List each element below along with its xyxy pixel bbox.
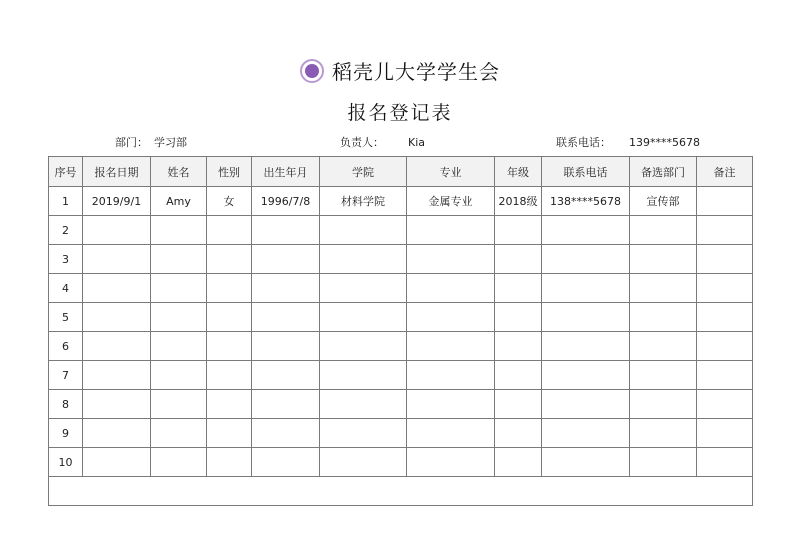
table-cell[interactable]: [151, 274, 207, 303]
table-cell[interactable]: [630, 390, 697, 419]
table-cell[interactable]: [207, 361, 252, 390]
table-cell[interactable]: [495, 448, 542, 477]
table-cell[interactable]: [252, 361, 320, 390]
row-number-cell: 4: [49, 274, 83, 303]
table-cell[interactable]: 金属专业: [407, 187, 495, 216]
table-cell[interactable]: [495, 216, 542, 245]
table-cell[interactable]: [542, 216, 630, 245]
table-cell[interactable]: [207, 216, 252, 245]
table-cell[interactable]: [630, 274, 697, 303]
table-cell[interactable]: [495, 390, 542, 419]
table-cell[interactable]: [407, 448, 495, 477]
person-info: [340, 134, 425, 150]
table-cell[interactable]: 女: [207, 187, 252, 216]
row-number-cell: 2: [49, 216, 83, 245]
table-cell[interactable]: [83, 361, 151, 390]
table-row: [49, 274, 753, 303]
table-cell[interactable]: [495, 419, 542, 448]
column-header: 年级: [495, 157, 542, 187]
column-header: 备选部门: [630, 157, 697, 187]
table-cell[interactable]: Amy: [151, 187, 207, 216]
registration-table: [48, 156, 753, 506]
table-cell[interactable]: [83, 390, 151, 419]
table-cell[interactable]: [697, 245, 753, 274]
table-cell[interactable]: [697, 419, 753, 448]
column-header: 性别: [207, 157, 252, 187]
table-cell[interactable]: [320, 390, 407, 419]
table-cell[interactable]: [697, 216, 753, 245]
table-cell[interactable]: 材料学院: [320, 187, 407, 216]
phone-info: [556, 134, 700, 150]
table-cell[interactable]: [207, 419, 252, 448]
table-cell[interactable]: [320, 332, 407, 361]
table-cell[interactable]: [542, 332, 630, 361]
table-cell[interactable]: [630, 361, 697, 390]
table-cell[interactable]: [83, 448, 151, 477]
form-title: 报名登记表: [347, 102, 453, 124]
table-cell[interactable]: [151, 303, 207, 332]
phone-value: 139****5678: [629, 136, 700, 149]
table-cell[interactable]: [207, 448, 252, 477]
department-label: 部门：: [115, 136, 148, 149]
table-row: [49, 448, 753, 477]
table-cell[interactable]: [495, 332, 542, 361]
table-cell[interactable]: [697, 303, 753, 332]
row-number-cell: 10: [49, 448, 83, 477]
column-header: 报名日期: [83, 157, 151, 187]
table-cell[interactable]: 2019/9/1: [83, 187, 151, 216]
table-cell[interactable]: [252, 448, 320, 477]
table-cell[interactable]: [252, 390, 320, 419]
row-number-cell: 5: [49, 303, 83, 332]
table-cell[interactable]: [542, 245, 630, 274]
footer-cell[interactable]: [49, 477, 753, 506]
table-cell[interactable]: [151, 216, 207, 245]
column-header: 出生年月: [252, 157, 320, 187]
table-cell[interactable]: [151, 419, 207, 448]
table-cell[interactable]: [151, 448, 207, 477]
table-cell[interactable]: [151, 390, 207, 419]
table-cell[interactable]: [495, 245, 542, 274]
table-cell[interactable]: [320, 303, 407, 332]
table-cell[interactable]: [407, 303, 495, 332]
table-cell[interactable]: [407, 274, 495, 303]
table-cell[interactable]: [252, 274, 320, 303]
table-cell[interactable]: 2018级: [495, 187, 542, 216]
table-cell[interactable]: [542, 448, 630, 477]
table-cell[interactable]: [207, 245, 252, 274]
table-cell[interactable]: [697, 361, 753, 390]
table-row: [49, 303, 753, 332]
table-cell[interactable]: [252, 245, 320, 274]
table-cell[interactable]: [252, 332, 320, 361]
table-cell[interactable]: [207, 303, 252, 332]
org-name: 稻壳儿大学学生会: [332, 60, 500, 84]
table-cell[interactable]: 1996/7/8: [252, 187, 320, 216]
phone-label: 联系电话：: [556, 136, 611, 149]
table-row: [49, 361, 753, 390]
table-cell[interactable]: [697, 448, 753, 477]
table-cell[interactable]: [697, 390, 753, 419]
table-cell[interactable]: [207, 332, 252, 361]
table-cell[interactable]: [151, 332, 207, 361]
person-value: Kia: [408, 136, 426, 149]
table-cell[interactable]: [207, 274, 252, 303]
table-cell[interactable]: [630, 332, 697, 361]
table-cell[interactable]: 138****5678: [542, 187, 630, 216]
table-cell[interactable]: [407, 245, 495, 274]
table-cell[interactable]: [320, 361, 407, 390]
table-cell[interactable]: [495, 274, 542, 303]
department-info: [115, 134, 187, 150]
column-header: 联系电话: [542, 157, 630, 187]
table-cell[interactable]: [630, 419, 697, 448]
table-cell[interactable]: [630, 448, 697, 477]
table-cell[interactable]: [83, 216, 151, 245]
table-cell[interactable]: 宣传部: [630, 187, 697, 216]
row-number-cell: 1: [49, 187, 83, 216]
row-number-cell: 8: [49, 390, 83, 419]
table-cell[interactable]: [407, 216, 495, 245]
table-row: [49, 187, 753, 216]
table-cell[interactable]: [320, 448, 407, 477]
table-cell[interactable]: [252, 419, 320, 448]
table-cell[interactable]: [495, 303, 542, 332]
table-row: [49, 332, 753, 361]
table-cell[interactable]: [320, 216, 407, 245]
column-header: 学院: [320, 157, 407, 187]
row-number-cell: 9: [49, 419, 83, 448]
table-row: [49, 216, 753, 245]
column-header: 备注: [697, 157, 753, 187]
table-cell[interactable]: [630, 245, 697, 274]
table-cell[interactable]: [542, 361, 630, 390]
table-cell[interactable]: [542, 303, 630, 332]
table-cell[interactable]: [542, 390, 630, 419]
table-cell[interactable]: [630, 303, 697, 332]
person-label: 负责人：: [340, 136, 384, 149]
header: [0, 56, 800, 85]
table-header-row: [49, 157, 753, 187]
table-cell[interactable]: [83, 303, 151, 332]
table-footer-row: [49, 477, 753, 506]
column-header: 姓名: [151, 157, 207, 187]
table-cell[interactable]: [83, 332, 151, 361]
table-row: [49, 245, 753, 274]
table-cell[interactable]: [407, 332, 495, 361]
table-row: [49, 390, 753, 419]
row-number-cell: 6: [49, 332, 83, 361]
table-cell[interactable]: [151, 245, 207, 274]
row-number-cell: 3: [49, 245, 83, 274]
table-cell[interactable]: [630, 216, 697, 245]
table-cell[interactable]: [83, 419, 151, 448]
table-cell[interactable]: [697, 274, 753, 303]
table-cell[interactable]: [83, 274, 151, 303]
table-cell[interactable]: [407, 361, 495, 390]
table-cell[interactable]: [542, 274, 630, 303]
table-cell[interactable]: [320, 245, 407, 274]
column-header: 序号: [49, 157, 83, 187]
table-cell[interactable]: [151, 361, 207, 390]
table-cell[interactable]: [320, 419, 407, 448]
table-cell[interactable]: [697, 332, 753, 361]
table-cell[interactable]: [407, 419, 495, 448]
table-row: [49, 419, 753, 448]
row-number-cell: 7: [49, 361, 83, 390]
table-cell[interactable]: [697, 187, 753, 216]
table-cell[interactable]: [495, 361, 542, 390]
table-cell[interactable]: [207, 390, 252, 419]
department-value: 学习部: [154, 136, 187, 149]
table-cell[interactable]: [83, 245, 151, 274]
column-header: 专业: [407, 157, 495, 187]
table-cell[interactable]: [252, 216, 320, 245]
table-cell[interactable]: [542, 419, 630, 448]
emblem-icon: [300, 59, 324, 83]
table-cell[interactable]: [320, 274, 407, 303]
table-cell[interactable]: [252, 303, 320, 332]
table-cell[interactable]: [407, 390, 495, 419]
